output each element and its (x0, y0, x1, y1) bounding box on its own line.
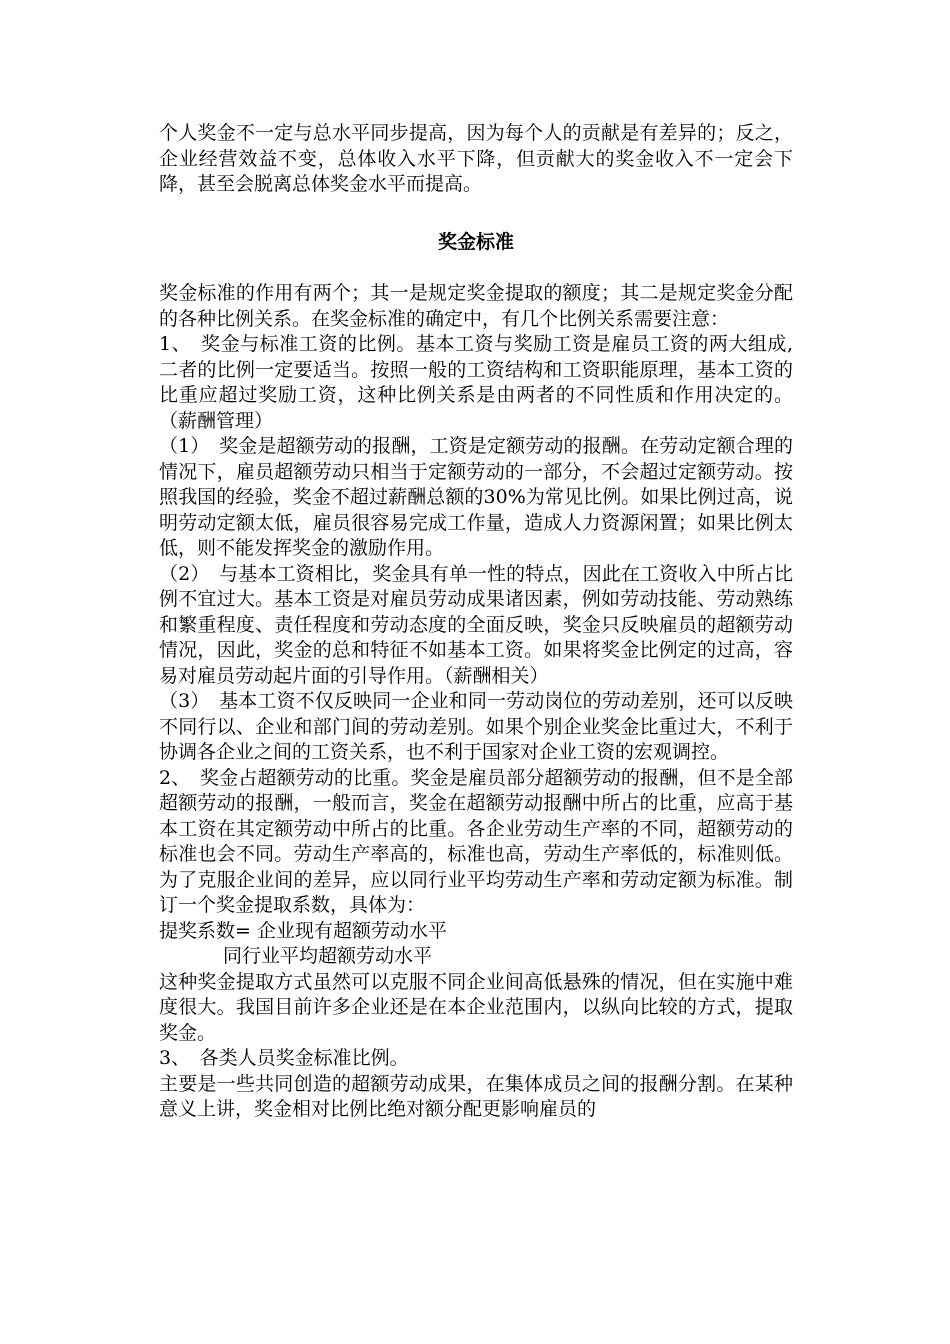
sub-item-1: （1） 奖金是超额劳动的报酬，工资是定额劳动的报酬。在劳动定额合理的情况下，雇员超额劳动只相当于定额劳动的一部分，不会超过定额劳动。按照我国的经验，奖金不超过薪酬总额的30%为常见比例。如果比例过高，说明劳动定额太低，雇员很容易完成工作量，造成人力资源闲置；如果比例太低，则不能发挥奖金的激励作用。 (159, 435, 793, 559)
section-heading: 奖金标准 (437, 230, 514, 253)
sub-item-2: （2） 与基本工资相比，奖金具有单一性的特点，因此在工资收入中所占比例不宜过大。基本工资是对雇员劳动成果诸因素，例如劳动技能、劳动熟练和繁重程度、责任程度和劳动态度的全面反映，奖金只反映雇员的超额劳动情况，因此，奖金的总和特征不如基本工资。如果将奖金比例定的过高，容易对雇员劳动起片面的引导作用。（薪酬相关） (159, 562, 793, 687)
list-item-1: 1、 奖金与标准工资的比例。基本工资与奖励工资是雇员工资的两大组成,二者的比例一定要适当。按照一般的工资结构和工资职能原理，基本工资的比重应超过奖励工资，这种比例关系是由两者的不同性质和作用决定的。（薪酬管理） (159, 333, 793, 432)
list-item-2: 2、 奖金占超额劳动的比重。奖金是雇员部分超额劳动的报酬，但不是全部超额劳动的报酬，一般而言，奖金在超额劳动报酬中所占的比重，应高于基本工资在其定额劳动中所占的比重。各企业劳动生产率的不同，超额劳动的标准也会不同。劳动生产率高的，标准也高，劳动生产率低的，标准则低。为了克服企业间的差异，应以同行业平均劳动生产率和劳动定额为标准。制订一个奖金提取系数，具体为： (159, 766, 793, 916)
document-body (159, 121, 793, 1123)
closing-paragraph: 主要是一些共同创造的超额劳动成果，在集体成员之间的报酬分割。在某种意义上讲，奖金相对比例比绝对额分配更影响雇员的 (159, 1072, 793, 1120)
formula-numerator: 提奖系数= 企业现有超额劳动水平 (159, 919, 447, 942)
bonus-standard-paragraph: 奖金标准的作用有两个；其一是规定奖金提取的额度；其二是规定奖金分配的各种比例关系。在奖金标准的确定中，有几个比例关系需要注意： (159, 282, 793, 330)
sub-item-3: （3） 基本工资不仅反映同一企业和同一劳动岗位的劳动差别，还可以反映不同行以、企业和部门间的劳动差别。如果个别企业奖金比重过大，不利于协调各企业之间的工资关系，也不利于国家对企业工资的宏观调控。 (159, 690, 793, 763)
method-paragraph: 这种奖金提取方式虽然可以克服不同企业间高低悬殊的情况，但在实施中难度很大。我国目前许多企业还是在本企业范围内，以纵向比较的方式，提取奖金。 (159, 970, 793, 1044)
intro-paragraph: 个人奖金不一定与总水平同步提高，因为每个人的贡献是有差异的；反之，企业经营效益不变，总体收入水平下降，但贡献大的奖金收入不一定会下降，甚至会脱离总体奖金水平而提高。 (159, 122, 793, 195)
formula-denominator: 同行业平均超额劳动水平 (223, 945, 433, 967)
list-item-3: 3、 各类人员奖金标准比例。 (159, 1047, 409, 1069)
